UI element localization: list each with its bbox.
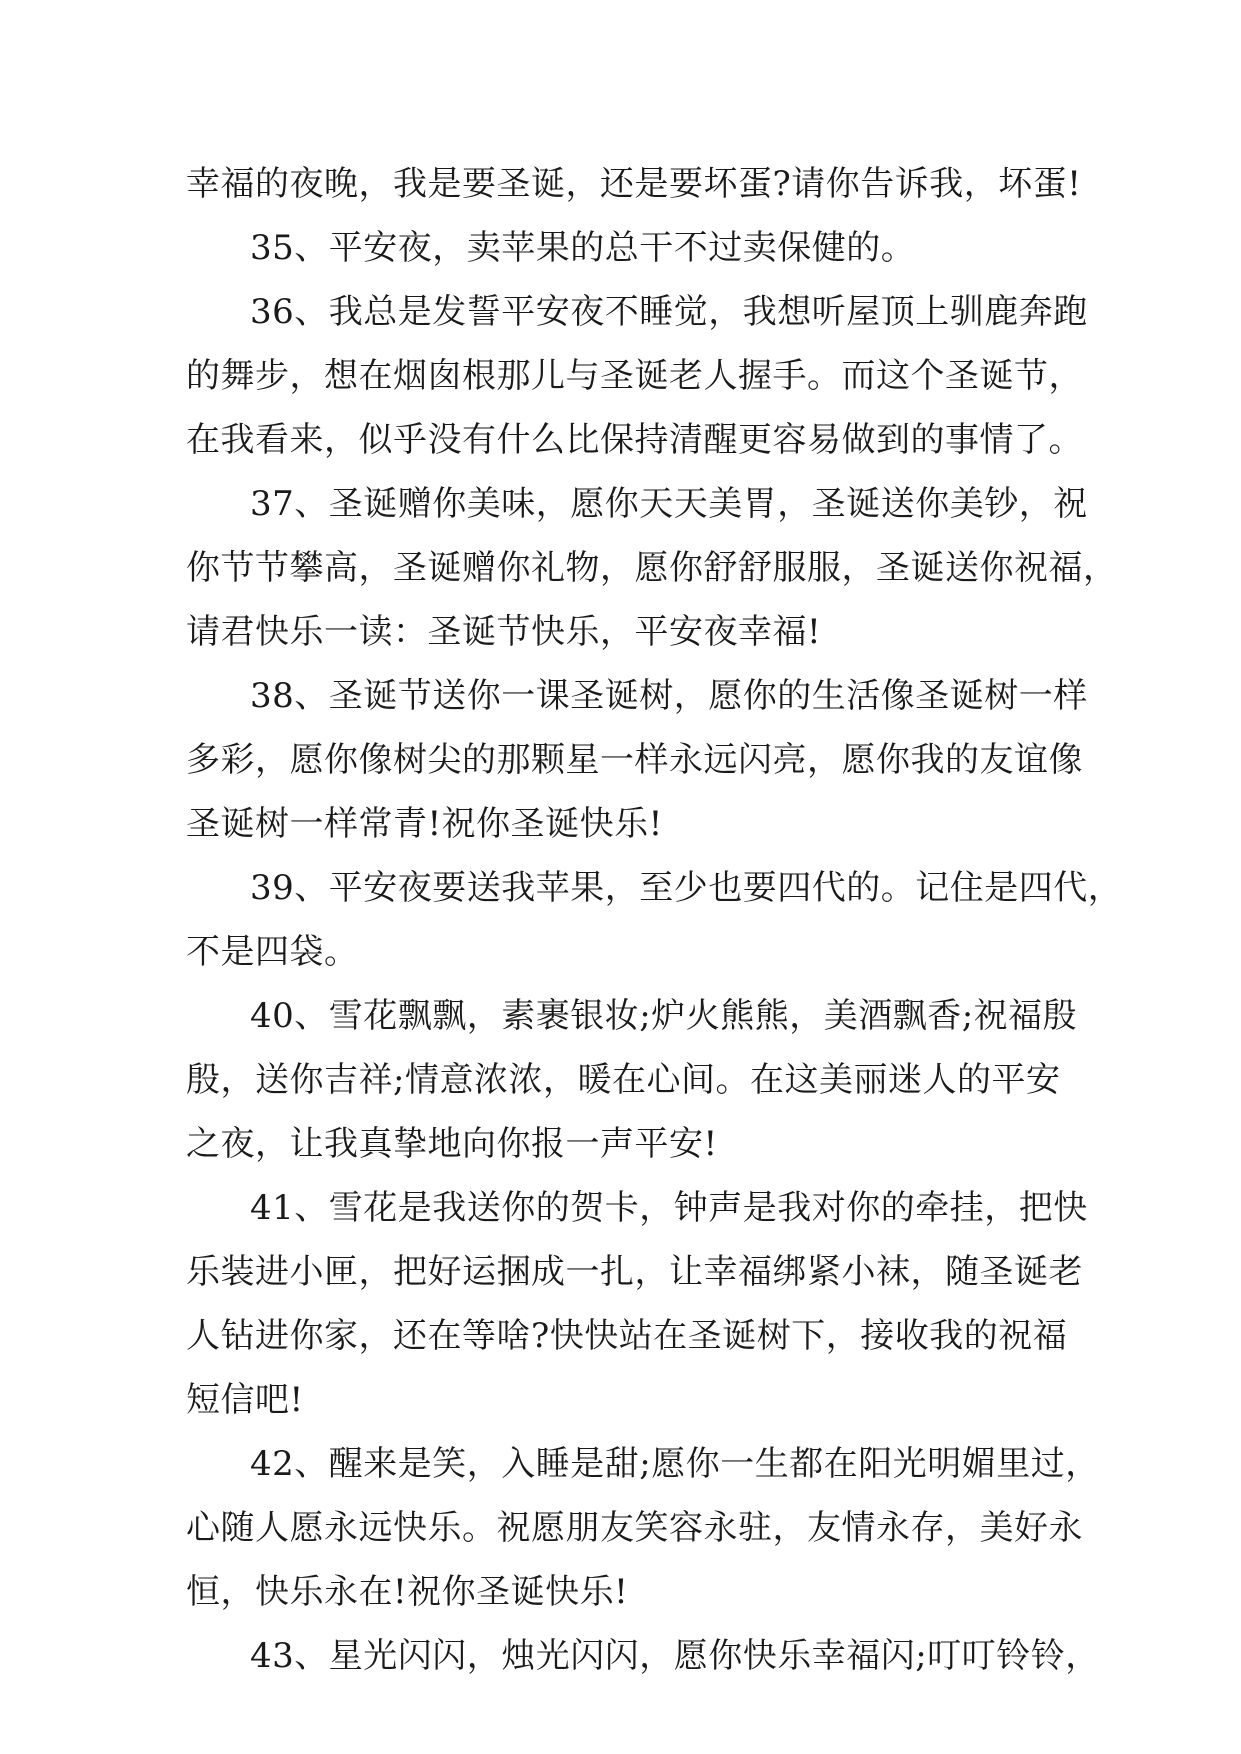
text-line: 乐装进小匣，把好运捆成一扎，让幸福绑紧小袜，随圣诞老 [186, 1252, 1083, 1292]
paragraph-41 [186, 1176, 1088, 1432]
document-body [186, 152, 1123, 1688]
text-line: 人钻进你家，还在等啥?快快站在圣诞树下，接收我的祝福 [186, 1316, 1068, 1356]
text-line: 心随人愿永远快乐。祝愿朋友笑容永驻，友情永存，美好永 [186, 1508, 1083, 1548]
text-line: 幸福的夜晚，我是要圣诞，还是要坏蛋?请你告诉我，坏蛋! [186, 164, 1082, 204]
text-line: 殷，送你吉祥;情意浓浓，暖在心间。在这美丽迷人的平安 [186, 1060, 1061, 1100]
text-line: 在我看来，似乎没有什么比保持清醒更容易做到的事情了。 [186, 420, 1083, 460]
paragraph-38 [186, 664, 1088, 856]
text-line: 37、圣诞赠你美味，愿你天天美胃，圣诞送你美钞，祝 [250, 484, 1088, 524]
paragraph-continuation [186, 152, 1082, 216]
text-line: 42、醒来是笑，入睡是甜;愿你一生都在阳光明媚里过， [250, 1444, 1100, 1484]
paragraph-40 [186, 984, 1078, 1176]
paragraph-42 [186, 1432, 1100, 1624]
paragraph-36 [186, 280, 1088, 472]
text-line: 的舞步，想在烟囱根那儿与圣诞老人握手。而这个圣诞节， [186, 356, 1083, 396]
paragraph-43 [186, 1624, 1100, 1688]
paragraph-39 [186, 856, 1123, 984]
text-line: 多彩，愿你像树尖的那颗星一样永远闪亮，愿你我的友谊像 [186, 740, 1083, 780]
text-line: 不是四袋。 [186, 932, 359, 972]
paragraph-37 [186, 472, 1118, 664]
text-line: 恒，快乐永在!祝你圣诞快乐! [186, 1572, 629, 1612]
text-line: 请君快乐一读：圣诞节快乐，平安夜幸福! [186, 612, 822, 652]
text-line: 36、我总是发誓平安夜不睡觉，我想听屋顶上驯鹿奔跑 [250, 292, 1088, 332]
text-line: 圣诞树一样常青!祝你圣诞快乐! [186, 804, 663, 844]
text-line: 41、雪花是我送你的贺卡，钟声是我对你的牵挂，把快 [250, 1188, 1088, 1228]
text-line: 40、雪花飘飘，素裹银妆;炉火熊熊，美酒飘香;祝福殷 [250, 996, 1078, 1036]
text-line: 短信吧! [186, 1380, 304, 1420]
text-line: 38、圣诞节送你一课圣诞树，愿你的生活像圣诞树一样 [250, 676, 1088, 716]
text-line: 43、星光闪闪，烛光闪闪，愿你快乐幸福闪;叮叮铃铃， [250, 1636, 1100, 1676]
text-line: 35、平安夜，卖苹果的总干不过卖保健的。 [250, 228, 916, 268]
text-line: 你节节攀高，圣诞赠你礼物，愿你舒舒服服，圣诞送你祝福， [186, 548, 1118, 588]
paragraph-35 [186, 216, 1058, 280]
text-line: 39、平安夜要送我苹果，至少也要四代的。记住是四代， [250, 868, 1123, 908]
text-line: 之夜，让我真挚地向你报一声平安! [186, 1124, 718, 1164]
